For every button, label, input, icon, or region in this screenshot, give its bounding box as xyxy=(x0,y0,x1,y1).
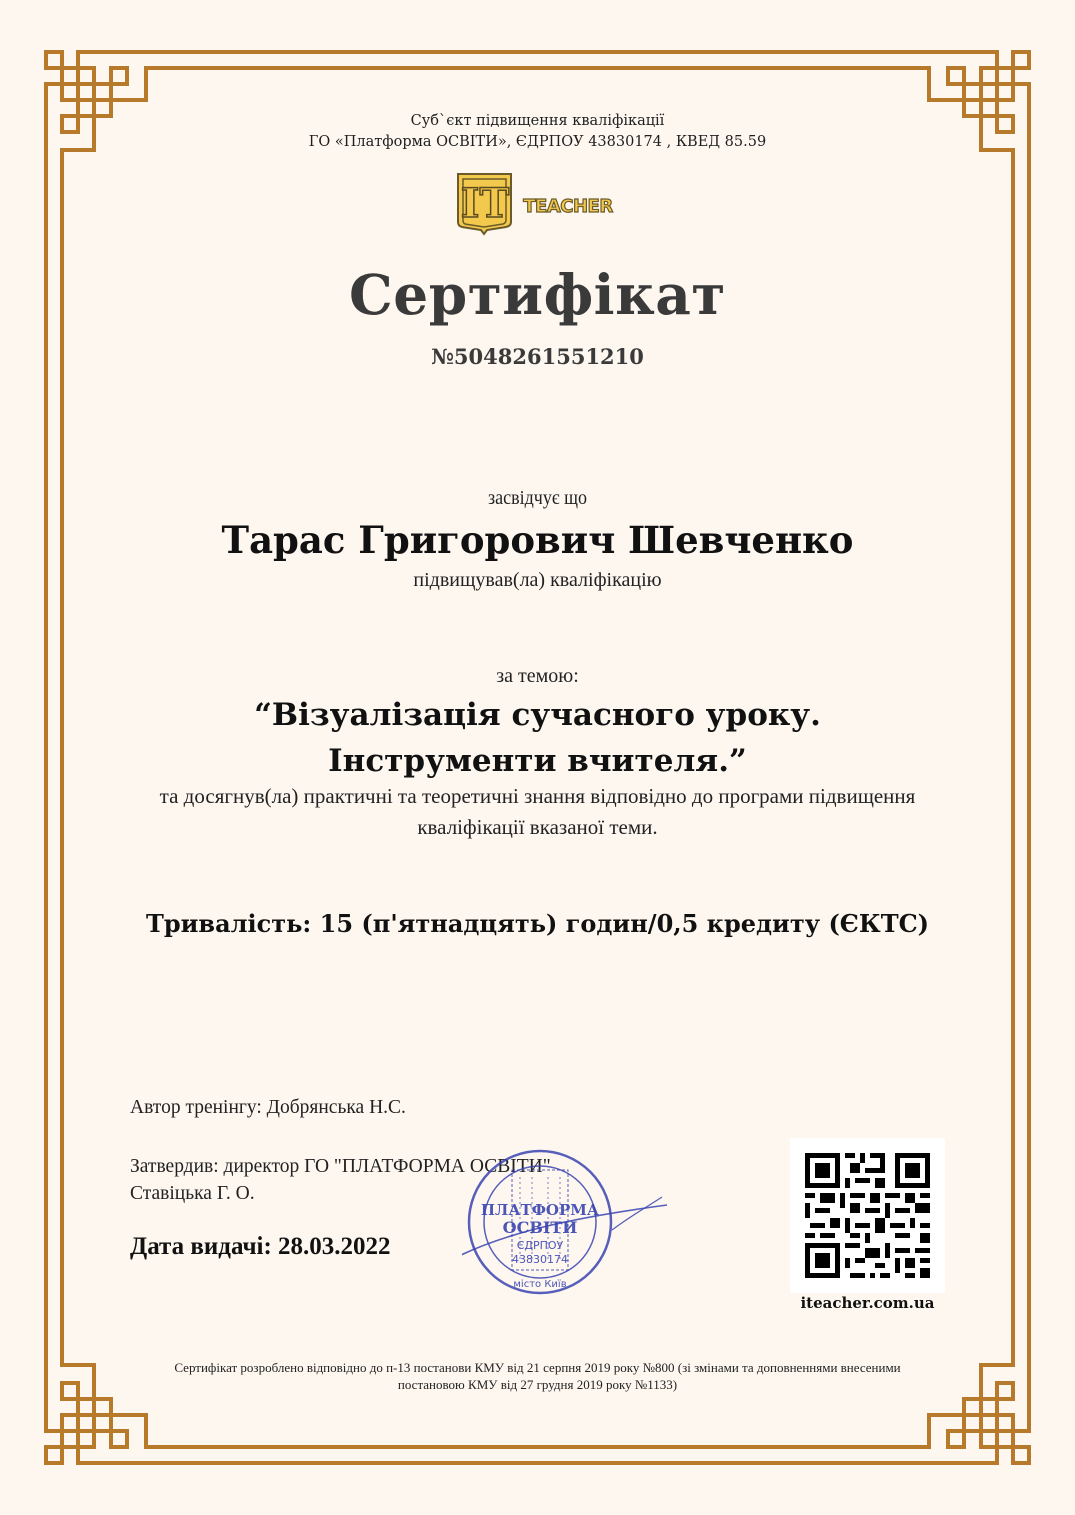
duration: Тривалість: 15 (п'ятнадцять) годин/0,5 кредиту (ЄКТС) xyxy=(145,909,930,938)
approved-by-line-2: Ставіцька Г. О. xyxy=(130,1183,255,1204)
issue-date: Дата видачі: 28.03.2022 xyxy=(130,1233,391,1260)
website-link[interactable]: iteacher.com.ua xyxy=(800,1294,935,1312)
stamp-text-1: ПЛАТФОРМА xyxy=(480,1201,600,1219)
issuer-line-2: ГО «Платформа ОСВІТИ», ЄДРПОУ 43830174 , КВЕД 85.59 xyxy=(308,134,767,150)
issuer-line-1: Суб`єкт підвищення кваліфікації xyxy=(410,113,665,129)
certificate-number: №5048261551210 xyxy=(431,344,644,369)
qr-code[interactable] xyxy=(790,1138,945,1293)
qr-code-icon xyxy=(790,1138,945,1293)
stamp-text-4: 43830174 xyxy=(512,1253,568,1266)
topic-title: “Візуалізація сучасного уроку. Інструменти вчителя.” xyxy=(254,697,821,779)
stamp-text-3: ЄДРПОУ xyxy=(516,1239,564,1252)
stamp-bottom-text: місто Київ xyxy=(513,1279,567,1290)
approved-by-line-1: Затвердив: директор ГО "ПЛАТФОРМА ОСВІТИ" xyxy=(130,1156,551,1177)
logo-monogram: IT xyxy=(460,180,510,227)
issuer-block xyxy=(0,111,1075,153)
iteacher-logo xyxy=(456,172,621,236)
training-author: Автор тренінгу: Добрянська Н.С. xyxy=(130,1097,406,1118)
improved-label: підвищував(ла) кваліфікацію xyxy=(413,569,662,591)
certifies-label: засвідчує що xyxy=(488,487,587,509)
certificate-title: Сертифікат xyxy=(348,262,727,327)
official-stamp xyxy=(462,1135,672,1310)
topic-label: за темою: xyxy=(496,665,579,687)
stamp-text-2: ОСВІТИ xyxy=(502,1218,578,1237)
corner-ornament-bottom-right xyxy=(915,1355,1029,1463)
logo-wordmark: TEACHER xyxy=(523,196,613,217)
corner-ornament-bottom-left xyxy=(46,1355,160,1463)
recipient-name: Тарас Григорович Шевченко xyxy=(221,518,854,562)
legal-footer: Сертифікат розроблено відповідно до п-13 постанови КМУ від 21 серпня 2019 року №800 (зі змінами та доповненнями внесеними постановою КМУ від 27 грудня 2019 року №1133) xyxy=(174,1360,901,1392)
achievement-text: та досягнув(ла) практичні та теоретичні знання відповідно до програми підвищення кваліфікації вказаної теми. xyxy=(159,784,916,839)
